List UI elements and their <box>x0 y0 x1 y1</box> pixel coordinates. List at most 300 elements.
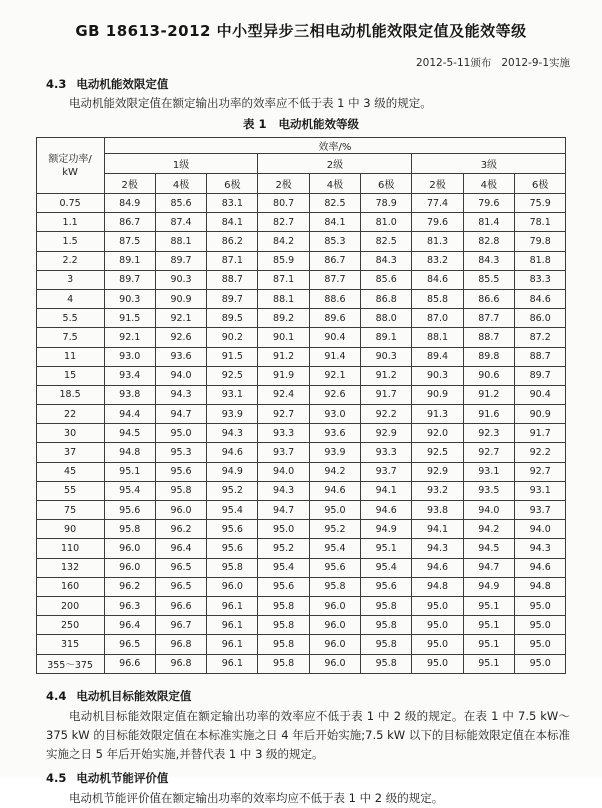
power-cell: 4 <box>36 289 104 308</box>
power-cell: 15 <box>36 366 104 385</box>
table-caption-label: 表 1 <box>242 117 267 131</box>
efficiency-cell: 85.3 <box>309 232 360 251</box>
efficiency-cell: 92.9 <box>361 424 412 443</box>
efficiency-cell: 91.7 <box>361 385 412 404</box>
efficiency-cell: 94.3 <box>207 424 258 443</box>
efficiency-cell: 86.0 <box>514 309 565 328</box>
efficiency-cell: 90.3 <box>155 270 206 289</box>
power-cell: 18.5 <box>36 385 104 404</box>
efficiency-cell: 91.2 <box>361 366 412 385</box>
efficiency-cell: 90.4 <box>309 328 360 347</box>
efficiency-cell: 93.0 <box>104 347 155 366</box>
table-row <box>36 443 566 462</box>
efficiency-cell: 94.6 <box>207 443 258 462</box>
efficiency-cell: 96.1 <box>207 616 258 635</box>
efficiency-cell: 94.2 <box>463 520 514 539</box>
efficiency-cell: 92.7 <box>463 443 514 462</box>
efficiency-cell: 95.4 <box>309 539 360 558</box>
efficiency-cell: 95.6 <box>104 501 155 520</box>
efficiency-cell: 93.9 <box>309 443 360 462</box>
pole-header: 6极 <box>207 174 258 194</box>
efficiency-cell: 95.6 <box>258 577 309 596</box>
efficiency-cell: 81.8 <box>514 251 565 270</box>
efficiency-cell: 91.9 <box>258 366 309 385</box>
efficiency-cell: 84.6 <box>412 270 463 289</box>
efficiency-cell: 86.7 <box>104 213 155 232</box>
efficiency-cell: 88.0 <box>361 309 412 328</box>
efficiency-cell: 92.2 <box>361 405 412 424</box>
efficiency-cell: 90.9 <box>514 405 565 424</box>
publish-date-line: 2012-5-11颁布 2012-9-1实施 <box>415 57 570 69</box>
power-cell: 200 <box>36 596 104 615</box>
efficiency-cell: 89.8 <box>463 347 514 366</box>
efficiency-cell: 87.7 <box>463 309 514 328</box>
efficiency-cell: 95.3 <box>155 443 206 462</box>
efficiency-cell: 94.6 <box>309 481 360 500</box>
efficiency-cell: 95.6 <box>155 462 206 481</box>
table-row <box>36 654 566 673</box>
efficiency-cell: 83.3 <box>514 270 565 289</box>
efficiency-cell: 89.7 <box>514 366 565 385</box>
grade-1-header: 1级 <box>104 154 258 174</box>
efficiency-cell: 96.0 <box>309 616 360 635</box>
efficiency-cell: 84.3 <box>463 251 514 270</box>
power-cell: 1.1 <box>36 213 104 232</box>
efficiency-cell: 85.9 <box>258 251 309 270</box>
efficiency-cell: 91.6 <box>463 405 514 424</box>
efficiency-cell: 91.5 <box>104 309 155 328</box>
table-row <box>36 539 566 558</box>
power-cell: 45 <box>36 462 104 481</box>
efficiency-cell: 95.2 <box>309 520 360 539</box>
efficiency-cell: 95.4 <box>207 501 258 520</box>
efficiency-cell: 77.4 <box>412 194 463 213</box>
power-cell: 55 <box>36 481 104 500</box>
efficiency-cell: 95.0 <box>412 654 463 673</box>
efficiency-cell: 96.2 <box>155 520 206 539</box>
power-cell: 7.5 <box>36 328 104 347</box>
table-header <box>36 138 566 194</box>
efficiency-cell: 95.0 <box>514 635 565 654</box>
efficiency-cell: 91.4 <box>309 347 360 366</box>
efficiency-cell: 95.2 <box>207 481 258 500</box>
table-row <box>36 635 566 654</box>
efficiency-cell: 96.1 <box>207 635 258 654</box>
efficiency-cell: 90.3 <box>412 366 463 385</box>
efficiency-cell: 83.1 <box>207 194 258 213</box>
efficiency-cell: 85.5 <box>463 270 514 289</box>
efficiency-cell: 95.1 <box>463 635 514 654</box>
efficiency-cell: 96.3 <box>104 596 155 615</box>
efficiency-cell: 94.9 <box>463 577 514 596</box>
efficiency-cell: 84.2 <box>258 232 309 251</box>
table-row <box>36 289 566 308</box>
efficiency-cell: 85.6 <box>155 194 206 213</box>
table-body <box>36 194 566 674</box>
efficiency-cell: 96.0 <box>207 577 258 596</box>
section-4-5-body: 电动机节能评价值在额定输出功率的效率均应不低于表 1 中 2 级的规定。 <box>69 790 444 805</box>
table-row <box>36 366 566 385</box>
table-row <box>36 462 566 481</box>
table-row <box>36 596 566 615</box>
efficiency-cell: 94.1 <box>412 520 463 539</box>
table-row <box>36 501 566 520</box>
efficiency-cell: 96.2 <box>104 577 155 596</box>
efficiency-cell: 84.6 <box>514 289 565 308</box>
efficiency-cell: 95.6 <box>361 577 412 596</box>
efficiency-cell: 95.0 <box>514 616 565 635</box>
efficiency-cell: 92.6 <box>155 328 206 347</box>
efficiency-cell: 95.0 <box>514 596 565 615</box>
power-cell: 11 <box>36 347 104 366</box>
table-row <box>36 251 566 270</box>
efficiency-cell: 91.2 <box>258 347 309 366</box>
efficiency-cell: 96.8 <box>155 635 206 654</box>
efficiency-cell: 79.6 <box>463 194 514 213</box>
table-row <box>36 213 566 232</box>
section-4-4-body: 电动机目标能效限定值在额定输出功率的效率应不低于表 1 中 2 级的规定。在表 1 中 7.5 kW～375 kW 的目标能效限定值在本标准实施之日 4 年后开始实施;7.5 kW 以下的目标能效限定值在本标准实施之日 5 年后开始实施,并替代表 1 中 3 级的规定。 <box>46 708 570 761</box>
power-cell: 0.75 <box>36 194 104 213</box>
pole-header: 4极 <box>309 174 360 194</box>
efficiency-cell: 94.6 <box>361 501 412 520</box>
power-cell: 3 <box>36 270 104 289</box>
power-cell: 250 <box>36 616 104 635</box>
efficiency-cell: 90.9 <box>155 289 206 308</box>
pole-header: 2极 <box>104 174 155 194</box>
efficiency-cell: 95.8 <box>309 577 360 596</box>
section-number: 4.5 <box>46 770 67 785</box>
efficiency-cell: 96.0 <box>155 501 206 520</box>
table-caption-title: 电动机能效等级 <box>278 117 359 131</box>
efficiency-cell: 88.1 <box>412 328 463 347</box>
efficiency-cell: 94.0 <box>463 501 514 520</box>
efficiency-cell: 92.9 <box>412 462 463 481</box>
power-cell: 132 <box>36 558 104 577</box>
efficiency-cell: 96.0 <box>309 635 360 654</box>
efficiency-cell: 92.1 <box>104 328 155 347</box>
efficiency-cell: 93.3 <box>361 443 412 462</box>
efficiency-cell: 86.7 <box>309 251 360 270</box>
efficiency-cell: 94.7 <box>155 405 206 424</box>
power-cell: 2.2 <box>36 251 104 270</box>
power-cell: 75 <box>36 501 104 520</box>
efficiency-cell: 95.0 <box>258 520 309 539</box>
efficiency-cell: 94.5 <box>463 539 514 558</box>
efficiency-cell: 95.4 <box>258 558 309 577</box>
pole-header: 6极 <box>361 174 412 194</box>
table-row <box>36 424 566 443</box>
efficiency-cell: 90.3 <box>104 289 155 308</box>
efficiency-cell: 91.3 <box>412 405 463 424</box>
efficiency-cell: 96.1 <box>207 654 258 673</box>
efficiency-cell: 92.7 <box>258 405 309 424</box>
efficiency-cell: 87.2 <box>514 328 565 347</box>
efficiency-cell: 89.7 <box>155 251 206 270</box>
efficiency-cell: 90.1 <box>258 328 309 347</box>
section-4-4-heading <box>46 688 602 704</box>
efficiency-cell: 85.8 <box>412 289 463 308</box>
efficiency-cell: 87.1 <box>207 251 258 270</box>
table-row <box>36 577 566 596</box>
efficiency-cell: 94.8 <box>514 577 565 596</box>
section-title: 电动机节能评价值 <box>76 770 169 785</box>
efficiency-cell: 93.1 <box>514 481 565 500</box>
efficiency-cell: 96.7 <box>155 616 206 635</box>
efficiency-cell: 91.7 <box>514 424 565 443</box>
efficiency-cell: 95.8 <box>361 596 412 615</box>
efficiency-cell: 89.7 <box>104 270 155 289</box>
table-row <box>36 385 566 404</box>
efficiency-cell: 93.6 <box>155 347 206 366</box>
efficiency-cell: 92.6 <box>309 385 360 404</box>
table-row <box>36 520 566 539</box>
section-title: 电动机能效限定值 <box>76 77 169 91</box>
efficiency-cell: 93.6 <box>309 424 360 443</box>
table-caption <box>0 116 602 132</box>
efficiency-cell: 89.5 <box>207 309 258 328</box>
efficiency-cell: 89.7 <box>207 289 258 308</box>
efficiency-cell: 95.4 <box>361 558 412 577</box>
efficiency-cell: 88.1 <box>155 232 206 251</box>
table-row <box>36 270 566 289</box>
efficiency-cell: 93.3 <box>258 424 309 443</box>
efficiency-cell: 96.0 <box>104 558 155 577</box>
efficiency-cell: 95.1 <box>361 539 412 558</box>
table-row <box>36 194 566 213</box>
efficiency-cell: 93.1 <box>207 385 258 404</box>
efficiency-column-header: 效率/% <box>104 138 566 154</box>
efficiency-cell: 96.0 <box>309 596 360 615</box>
efficiency-cell: 88.7 <box>514 347 565 366</box>
efficiency-cell: 87.1 <box>258 270 309 289</box>
efficiency-cell: 95.1 <box>104 462 155 481</box>
efficiency-cell: 87.7 <box>309 270 360 289</box>
document-title: GB 18613-2012 中小型异步三相电动机能效限定值及能效等级 <box>75 22 527 40</box>
efficiency-cell: 94.3 <box>258 481 309 500</box>
efficiency-cell: 89.4 <box>412 347 463 366</box>
efficiency-cell: 94.7 <box>258 501 309 520</box>
efficiency-cell: 94.0 <box>514 520 565 539</box>
efficiency-cell: 81.0 <box>361 213 412 232</box>
efficiency-cell: 96.4 <box>155 539 206 558</box>
efficiency-cell: 90.4 <box>514 385 565 404</box>
efficiency-cell: 88.7 <box>463 328 514 347</box>
efficiency-cell: 90.2 <box>207 328 258 347</box>
efficiency-cell: 94.2 <box>309 462 360 481</box>
efficiency-cell: 96.0 <box>104 539 155 558</box>
efficiency-cell: 96.4 <box>104 616 155 635</box>
efficiency-cell: 94.9 <box>361 520 412 539</box>
efficiency-cell: 79.8 <box>514 232 565 251</box>
efficiency-cell: 88.1 <box>258 289 309 308</box>
efficiency-cell: 94.3 <box>155 385 206 404</box>
efficiency-cell: 92.7 <box>514 462 565 481</box>
pole-header: 2极 <box>258 174 309 194</box>
efficiency-cell: 86.6 <box>463 289 514 308</box>
efficiency-cell: 96.5 <box>155 558 206 577</box>
efficiency-cell: 81.4 <box>463 213 514 232</box>
efficiency-cell: 81.3 <box>412 232 463 251</box>
efficiency-cell: 84.1 <box>207 213 258 232</box>
efficiency-cell: 95.6 <box>309 558 360 577</box>
table-row <box>36 481 566 500</box>
efficiency-cell: 92.5 <box>412 443 463 462</box>
efficiency-cell: 92.3 <box>463 424 514 443</box>
efficiency-cell: 95.0 <box>155 424 206 443</box>
pole-header-row <box>36 174 566 194</box>
efficiency-cell: 92.4 <box>258 385 309 404</box>
efficiency-cell: 85.6 <box>361 270 412 289</box>
section-number: 4.4 <box>46 688 67 703</box>
efficiency-cell: 95.8 <box>361 654 412 673</box>
efficiency-cell: 95.1 <box>463 596 514 615</box>
power-cell: 1.5 <box>36 232 104 251</box>
efficiency-cell: 92.1 <box>309 366 360 385</box>
table-row <box>36 558 566 577</box>
efficiency-cell: 86.8 <box>361 289 412 308</box>
efficiency-table <box>36 137 567 674</box>
efficiency-cell: 89.1 <box>104 251 155 270</box>
section-4-3-heading <box>46 76 602 92</box>
efficiency-cell: 93.4 <box>104 366 155 385</box>
pole-header: 4极 <box>155 174 206 194</box>
efficiency-cell: 92.1 <box>155 309 206 328</box>
pole-header: 2极 <box>412 174 463 194</box>
efficiency-cell: 79.6 <box>412 213 463 232</box>
section-number: 4.3 <box>46 77 67 91</box>
efficiency-cell: 91.2 <box>463 385 514 404</box>
efficiency-cell: 95.0 <box>412 635 463 654</box>
pole-header: 6极 <box>514 174 565 194</box>
efficiency-cell: 94.4 <box>104 405 155 424</box>
efficiency-cell: 94.1 <box>361 481 412 500</box>
efficiency-cell: 94.7 <box>463 558 514 577</box>
efficiency-cell: 78.9 <box>361 194 412 213</box>
efficiency-cell: 96.6 <box>104 654 155 673</box>
efficiency-cell: 95.1 <box>463 616 514 635</box>
efficiency-cell: 95.0 <box>412 616 463 635</box>
efficiency-cell: 93.7 <box>361 462 412 481</box>
efficiency-cell: 94.0 <box>258 462 309 481</box>
power-cell: 315 <box>36 635 104 654</box>
efficiency-cell: 78.1 <box>514 213 565 232</box>
efficiency-cell: 94.8 <box>104 443 155 462</box>
efficiency-cell: 95.0 <box>412 596 463 615</box>
efficiency-cell: 93.5 <box>463 481 514 500</box>
efficiency-cell: 93.1 <box>463 462 514 481</box>
efficiency-cell: 93.8 <box>104 385 155 404</box>
efficiency-cell: 90.9 <box>412 385 463 404</box>
efficiency-cell: 80.7 <box>258 194 309 213</box>
table-row <box>36 405 566 424</box>
efficiency-cell: 94.9 <box>207 462 258 481</box>
efficiency-cell: 82.5 <box>309 194 360 213</box>
efficiency-cell: 96.1 <box>207 596 258 615</box>
efficiency-cell: 95.1 <box>463 654 514 673</box>
efficiency-cell: 94.3 <box>514 539 565 558</box>
power-cell: 160 <box>36 577 104 596</box>
efficiency-cell: 95.8 <box>155 481 206 500</box>
section-4-5-heading <box>46 770 602 786</box>
efficiency-cell: 92.5 <box>207 366 258 385</box>
efficiency-cell: 89.1 <box>361 328 412 347</box>
efficiency-cell: 93.2 <box>412 481 463 500</box>
efficiency-cell: 94.6 <box>412 558 463 577</box>
pole-header: 4极 <box>463 174 514 194</box>
efficiency-cell: 96.6 <box>155 596 206 615</box>
efficiency-cell: 92.0 <box>412 424 463 443</box>
efficiency-cell: 84.1 <box>309 213 360 232</box>
efficiency-cell: 90.6 <box>463 366 514 385</box>
efficiency-cell: 88.7 <box>207 270 258 289</box>
efficiency-cell: 93.7 <box>258 443 309 462</box>
efficiency-cell: 93.0 <box>309 405 360 424</box>
efficiency-cell: 95.8 <box>361 635 412 654</box>
efficiency-cell: 96.5 <box>155 577 206 596</box>
efficiency-cell: 87.4 <box>155 213 206 232</box>
efficiency-cell: 84.3 <box>361 251 412 270</box>
efficiency-cell: 95.6 <box>207 520 258 539</box>
efficiency-cell: 95.4 <box>104 481 155 500</box>
grade-3-header: 3级 <box>412 154 566 174</box>
efficiency-cell: 95.8 <box>258 654 309 673</box>
efficiency-cell: 94.6 <box>514 558 565 577</box>
power-cell: 30 <box>36 424 104 443</box>
efficiency-cell: 93.9 <box>207 405 258 424</box>
table-row <box>36 232 566 251</box>
efficiency-cell: 88.6 <box>309 289 360 308</box>
efficiency-cell: 94.3 <box>412 539 463 558</box>
efficiency-cell: 95.8 <box>258 596 309 615</box>
efficiency-cell: 95.8 <box>361 616 412 635</box>
efficiency-cell: 94.0 <box>155 366 206 385</box>
efficiency-cell: 95.8 <box>258 616 309 635</box>
efficiency-cell: 89.6 <box>309 309 360 328</box>
efficiency-cell: 95.8 <box>207 558 258 577</box>
efficiency-cell: 86.2 <box>207 232 258 251</box>
section-4-3-body: 电动机能效限定值在额定输出功率的效率应不低于表 1 中 3 级的规定。 <box>69 96 432 110</box>
efficiency-cell: 92.2 <box>514 443 565 462</box>
efficiency-cell: 95.0 <box>309 501 360 520</box>
efficiency-cell: 95.6 <box>207 539 258 558</box>
efficiency-cell: 89.2 <box>258 309 309 328</box>
efficiency-cell: 94.5 <box>104 424 155 443</box>
efficiency-cell: 93.7 <box>514 501 565 520</box>
efficiency-cell: 84.9 <box>104 194 155 213</box>
efficiency-cell: 87.0 <box>412 309 463 328</box>
efficiency-cell: 94.8 <box>412 577 463 596</box>
efficiency-cell: 75.9 <box>514 194 565 213</box>
efficiency-cell: 95.2 <box>258 539 309 558</box>
power-cell: 22 <box>36 405 104 424</box>
power-column-header: 额定功率/ kW <box>36 138 104 194</box>
efficiency-cell: 95.0 <box>514 654 565 673</box>
efficiency-cell: 96.0 <box>309 654 360 673</box>
power-cell: 110 <box>36 539 104 558</box>
efficiency-cell: 96.5 <box>104 635 155 654</box>
table-row <box>36 309 566 328</box>
efficiency-cell: 82.7 <box>258 213 309 232</box>
table-row <box>36 328 566 347</box>
table-row <box>36 347 566 366</box>
power-cell: 5.5 <box>36 309 104 328</box>
efficiency-cell: 83.2 <box>412 251 463 270</box>
efficiency-cell: 93.8 <box>412 501 463 520</box>
efficiency-cell: 90.3 <box>361 347 412 366</box>
power-cell: 37 <box>36 443 104 462</box>
efficiency-cell: 96.8 <box>155 654 206 673</box>
section-title: 电动机目标能效限定值 <box>76 688 192 703</box>
